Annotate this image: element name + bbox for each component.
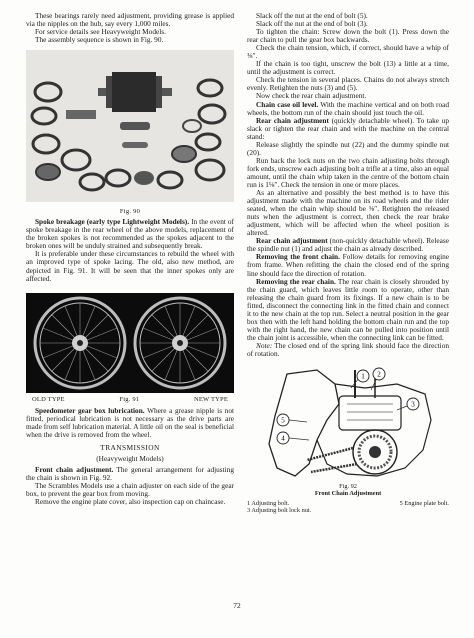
paragraph-bearings: These bearings rarely need adjustment, providing grease is applied via the nipples on the hub, say every 1,000 miles.	[26, 11, 234, 29]
figure-91-wheel-photo	[26, 293, 234, 393]
paragraph-scrambles: The Scrambles Models use a chain adjuster on each side of the gear box, to prevent the gear box from moving.	[26, 481, 234, 499]
paragraph-remove-rear	[247, 278, 449, 342]
paragraph-tighten: To tighten the chain: Screw down the bolt (1). Press down the rear chain to pull the gear box backwards.	[247, 27, 449, 45]
page-number: 72	[233, 601, 241, 610]
paragraph-remove-front	[247, 253, 449, 277]
figure-91-caption: Fig. 91	[119, 395, 140, 403]
legend-right	[400, 500, 449, 514]
paragraph-speedometer	[26, 407, 234, 439]
callout-5	[277, 414, 289, 426]
left-column	[26, 12, 234, 506]
speedometer-title: Speedometer gear box lubrication.	[35, 405, 145, 415]
note-label: Note:	[256, 340, 273, 350]
callout-3	[407, 398, 419, 410]
oil-level-title: Chain case oil level.	[256, 99, 319, 109]
svg-text:4: 4	[281, 434, 285, 443]
legend-item-5: 5 Engine plate bolt.	[399, 500, 449, 508]
oil-level-text: With the machine vertical and on both road wheels, the bottom run of the chain should just touch the oil.	[247, 99, 449, 117]
rear-nqd-text: (non-quickly detachable wheel). Release the spindle nut (1) and adjust the chain as already described.	[247, 236, 449, 254]
paragraph-alternative: As an alternative and possibly the best method is to have this adjustment made with the machine on its road wheels and the rider seated, when the chain whip should be ⅝″. Retighten the released nuts when the adjustment is correct, then check the rear brake adjustment, which will be affected when the wheel position is altered.	[247, 188, 449, 238]
callout-1	[357, 370, 369, 382]
note-text: The closed end of the spring link should face the direction of rotation.	[247, 340, 449, 358]
legend-left	[247, 500, 311, 514]
figure-92-title: Front Chain Adjustment	[314, 490, 382, 498]
svg-text:1: 1	[361, 372, 365, 381]
figure-92-legend	[247, 500, 449, 514]
svg-text:5: 5	[281, 416, 285, 425]
paragraph-slack-bolt-5: Slack off the nut at the end of bolt (5).	[256, 11, 368, 20]
rear-nqd-title: Rear chain adjustment	[256, 236, 328, 246]
section-subheading-heavyweight: (Heavyweight Models)	[96, 453, 164, 463]
paragraph-rear-qd	[247, 117, 449, 141]
section-heading-transmission: TRANSMISSION	[100, 442, 160, 452]
figure-92-caption-block	[247, 483, 449, 497]
paragraph-check-rear: Now check the rear chain adjustment.	[256, 91, 367, 101]
front-chain-text: The general arrangement for adjusting the chain is shown in Fig. 92.	[26, 464, 234, 482]
paragraph-slack-bolt-3: Slack off the nut at the end of bolt (3).	[256, 19, 368, 29]
figure-92-chain-diagram	[247, 364, 449, 482]
paragraph-several-places: Check the tension in several places. Chains do not always stretch evenly. Retighten the nuts (3) and (5).	[247, 75, 449, 93]
paragraph-remove-cover: Remove the engine plate cover, also inspection cap on chaincase.	[35, 497, 226, 507]
spoke-breakage-title: Spoke breakage (early type Lightweight Models).	[35, 217, 190, 227]
spoked-wheels-illustration	[26, 293, 234, 393]
hub-assembly-illustration	[26, 50, 234, 202]
paragraph-note	[247, 342, 449, 358]
paragraph-assembly: The assembly sequence is shown in Fig. 90.	[35, 35, 164, 45]
remove-rear-text: The rear chain is closely shrouded by the chain guard, which leaves little room to operate, other than releasing the chain guard from its fixings. If a new chain is to be fitted, disconnect the connecting link in the fitted chain and connect it to the new chain at the top run. Select a neutral position in the gear box then with the left hand holding the bottom chain run and the top with the right hand, the new chain can be pulled into position until the chain joint is accessible, when the connecting link can be fitted.	[247, 276, 449, 342]
paragraph-rear-nqd	[247, 237, 449, 253]
speedometer-text: Where a grease nipple is not fitted, periodical lubrication is not necessary as the drive parts are made from self lubrication material. A little oil on the seal is beneficial when the drive is removed from the wheel.	[26, 405, 234, 439]
svg-text:3: 3	[411, 400, 415, 409]
legend-item-3: 3 Adjusting bolt lock nut.	[247, 507, 312, 515]
paragraph-check-tension: Check the chain tension, which, if correct, should have a whip of ⅜″.	[247, 43, 449, 61]
paragraph-spoke-breakage	[26, 218, 234, 250]
new-type-label: NEW TYPE	[193, 395, 228, 403]
remove-front-title: Removing the front chain.	[256, 252, 340, 262]
rear-qd-title: Rear chain adjustment	[256, 115, 329, 125]
figure-91-caption-row	[32, 396, 228, 404]
paragraph-run-back: Run back the lock nuts on the two chain adjusting bolts through fork ends, unscrew each adjusting bolt a trifle at a time, also an equal amount, until the chain whip taken in the centre of the bottom chain run is 1⅛″. Check the tension in one or more places.	[247, 155, 450, 189]
front-chain-title: Front chain adjustment.	[35, 464, 114, 474]
legend-item-1: 1 Adjusting bolt.	[247, 500, 290, 508]
callout-2	[373, 368, 385, 380]
old-type-label: OLD TYPE	[32, 395, 65, 403]
remove-rear-title: Removing the rear chain.	[256, 276, 336, 286]
svg-text:2: 2	[377, 370, 381, 379]
paragraph-release-nuts: Release slightly the spindle nut (22) and the dummy spindle nut (20).	[247, 139, 449, 157]
right-column	[247, 12, 449, 514]
remove-front-text: Follow details for removing engine from frame. When refitting the chain the closed end of the spring line should face the direction of rotation.	[247, 252, 449, 278]
front-chain-adjustment-drawing	[247, 364, 449, 482]
spoke-breakage-text: In the event of spoke breakage in the rear wheel of the above models, replacement of the broken spokes is not recommended as the spokes adjacent to the broken ones will be unduly strained and subsequently break.	[26, 217, 235, 251]
figure-90-caption: Fig. 90	[119, 208, 141, 216]
paragraph-oil-level	[247, 101, 449, 117]
rear-qd-text: (quickly detachable wheel). To take up slack or tighten the rear chain and with the machine on the central stand:	[247, 115, 450, 141]
paragraph-rebuild: It is preferable under these circumstances to rebuild the wheel with an improved type of spoke lacing. The old, also new method, are depicted in Fig. 91. It will be seen that the inner spokes only are affected.	[26, 249, 234, 283]
figure-90-hub-assembly-photo	[26, 50, 234, 202]
callout-4	[277, 432, 289, 444]
paragraph-too-tight: If the chain is too tight, unscrew the bolt (13) a little at a time, until the adjustment is correct.	[247, 59, 449, 77]
figure-92-caption: Fig. 92	[339, 483, 357, 491]
paragraph-service: For service details see Heavyweight Models.	[35, 27, 166, 37]
paragraph-front-chain	[26, 466, 234, 482]
